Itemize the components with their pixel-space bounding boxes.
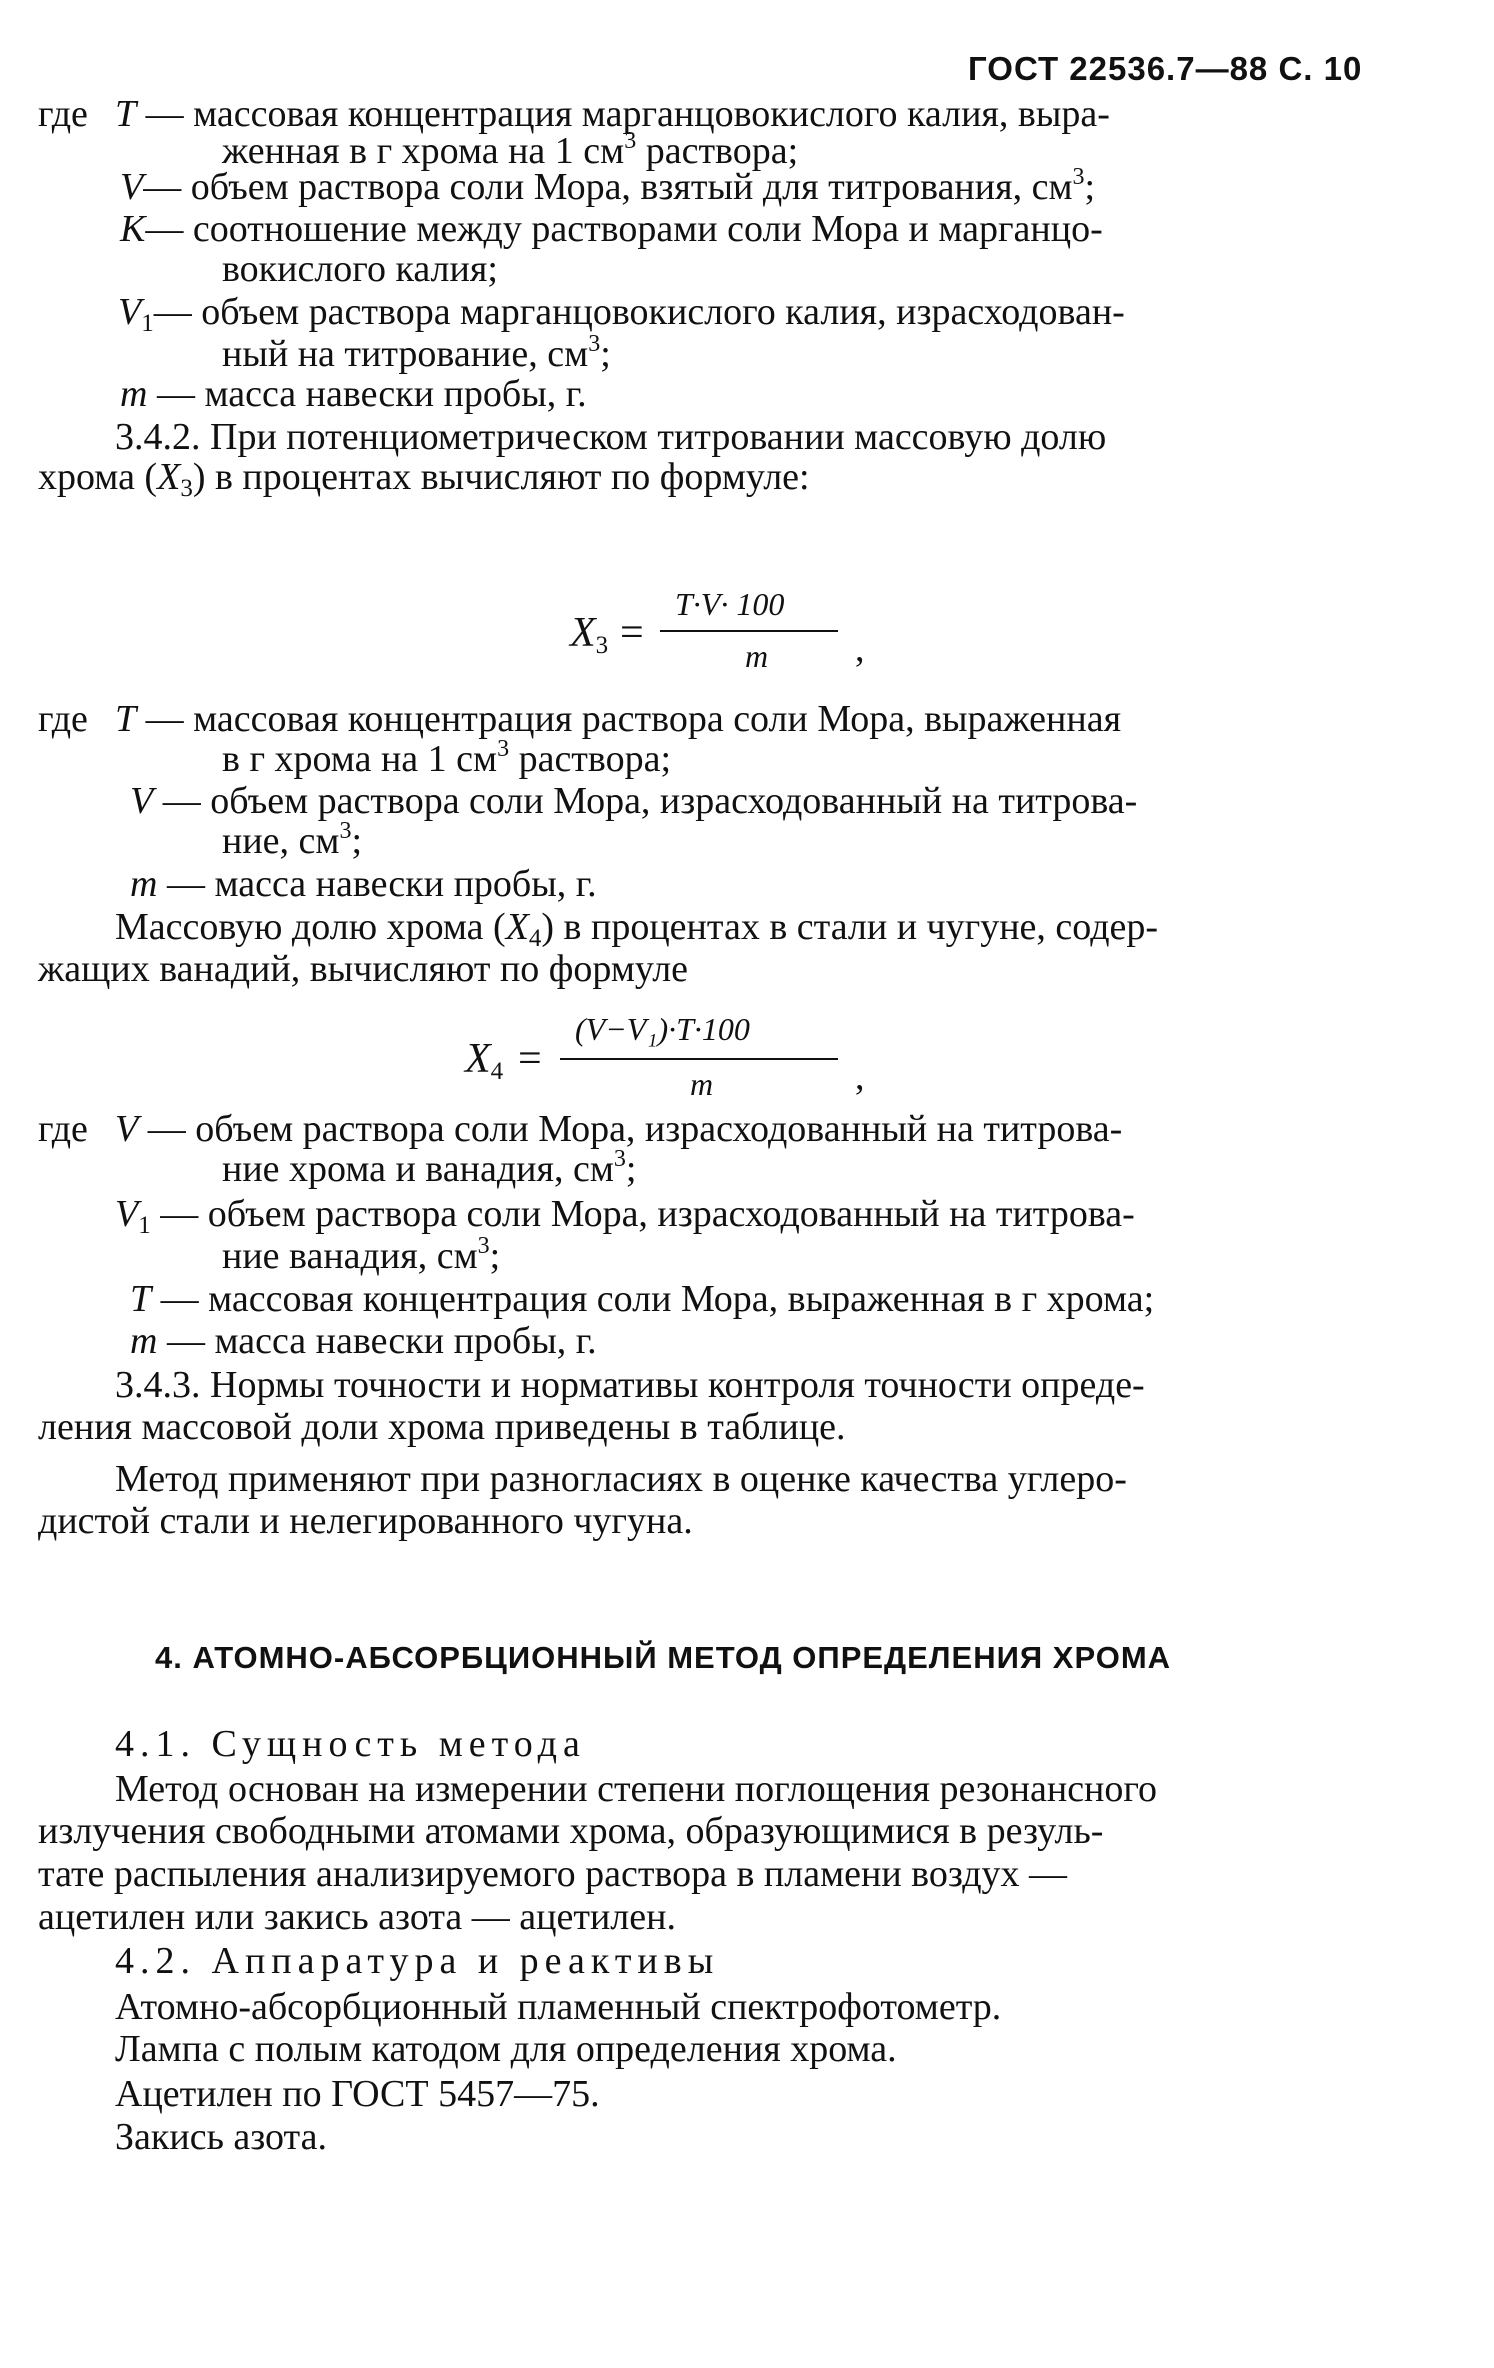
punct: ; xyxy=(625,1148,637,1190)
subsection-42-title: 4.2. Аппаратура и реактивы xyxy=(115,1940,720,1982)
subscript: 3 xyxy=(180,475,193,502)
def-V1-line2 xyxy=(222,331,611,375)
text: ) в процентах в стали и чугуне, содер- xyxy=(541,906,1159,948)
para-343-line3: Метод применяют при разногласиях в оценке качества углеро- xyxy=(115,1458,1127,1500)
def-V1-text1: — объем раствора марганцовокислого калия, израсходован- xyxy=(153,291,1125,333)
s42-line1: Атомно-абсорбционный пламенный спектрофотометр. xyxy=(115,1986,1002,2028)
def2-V-text1: — объем раствора соли Мора, израсходованный на титрова- xyxy=(162,780,1138,822)
punct: ; xyxy=(489,1235,501,1277)
symbol-m: m xyxy=(130,863,158,905)
dash: — xyxy=(145,93,184,135)
formula1-numerator: T·V· 100 xyxy=(675,586,785,622)
s41-line2: излучения свободными атомами хрома, образующимися в резуль- xyxy=(38,1810,1104,1852)
para-342-line2 xyxy=(38,458,810,501)
para-x4-line2: жащих ванадий, вычисляют по формуле xyxy=(38,948,689,990)
symbol-X: X xyxy=(505,906,529,948)
def-V xyxy=(120,164,1096,208)
formula2-eq: = xyxy=(518,1036,542,1082)
superscript: 3 xyxy=(613,1146,626,1172)
symbol-X4: X xyxy=(465,1036,491,1082)
superscript: 3 xyxy=(624,128,637,154)
para-343-line2: ления массовой доли хрома приведены в таблице. xyxy=(38,1406,846,1448)
superscript: 3 xyxy=(477,1233,490,1259)
superscript: 3 xyxy=(339,818,352,844)
def2-V-line1 xyxy=(130,782,1137,820)
text: Массовую долю хрома ( xyxy=(115,906,506,948)
def3-V-line2 xyxy=(222,1146,637,1190)
def-T-line2 xyxy=(222,128,799,172)
def3-V-line1 xyxy=(115,1110,1122,1148)
text: ) в процентах вычисляют по формуле: xyxy=(192,456,810,498)
symbol-T: T xyxy=(115,93,137,135)
def-T-line1 xyxy=(115,95,1110,133)
def3-T xyxy=(130,1280,1154,1318)
para-343-line4: дистой стали и нелегированного чугуна. xyxy=(38,1500,693,1542)
symbol-V1: V xyxy=(118,291,142,333)
def2-T-text2: в г хрома на 1 см xyxy=(222,738,498,780)
superscript: 3 xyxy=(497,736,510,762)
def3-V1-line1 xyxy=(115,1195,1135,1238)
text: хрома ( xyxy=(38,456,158,498)
def2-V-text2: ние, см xyxy=(222,820,340,862)
symbol-V: V xyxy=(115,1108,139,1150)
def2-V-line2 xyxy=(222,818,363,862)
formula2-numerator: (V−V₁)·T·100 xyxy=(575,1011,750,1047)
def2-m-text: — масса навески пробы, г. xyxy=(166,863,597,905)
para-x4-line1 xyxy=(115,908,1158,951)
symbol-X3: X xyxy=(570,610,596,656)
def2-T-line1 xyxy=(115,700,1121,738)
symbol-T: T xyxy=(130,1278,152,1320)
page-header: ГОСТ 22536.7—88 С. 10 xyxy=(968,50,1363,87)
def2-m xyxy=(130,865,597,903)
punct: ; xyxy=(351,820,363,862)
superscript: 3 xyxy=(588,331,601,357)
def3-V1-text1: — объем раствора соли Мора, израсходованный на титрова- xyxy=(160,1193,1135,1235)
def-K-line2: вокислого калия; xyxy=(222,248,498,290)
def-T-text2: женная в г хрома на 1 см xyxy=(222,130,625,172)
def2-T-tail: раствора; xyxy=(518,738,672,780)
def-V1-text2: ный на титрование, см xyxy=(222,333,589,375)
def3-V1-line2 xyxy=(222,1233,501,1277)
def2-T-text1: — массовая концентрация раствора соли Мора, выраженная xyxy=(145,698,1122,740)
where-label: где xyxy=(38,93,88,135)
formula2-comma: , xyxy=(855,1056,865,1098)
punct: ; xyxy=(600,333,611,375)
symbol-V: V xyxy=(120,166,144,208)
def2-T-line2 xyxy=(222,736,672,780)
symbol-V1: V xyxy=(115,1193,139,1235)
def3-V-text1: — объем раствора соли Мора, израсходованный на титрова- xyxy=(147,1108,1123,1150)
symbol-m: m xyxy=(130,1320,158,1362)
subscript: 1 xyxy=(141,310,154,337)
subscript: 1 xyxy=(138,1212,151,1239)
superscript: 3 xyxy=(1072,164,1085,190)
def-V-text: — объем раствора соли Мора, взятый для титрования, см xyxy=(143,166,1073,208)
def-V1-line1 xyxy=(118,293,1125,336)
subscript: 3 xyxy=(595,632,609,659)
def3-m-text: — масса навески пробы, г. xyxy=(166,1320,597,1362)
formula1-denominator: m xyxy=(745,638,769,674)
s42-line4: Закись азота. xyxy=(115,2116,327,2158)
def-m-text: — масса навески пробы, г. xyxy=(156,373,587,415)
def-T-tail: раствора; xyxy=(645,130,799,172)
formula2-denominator: m xyxy=(690,1066,714,1102)
subsection-41-title: 4.1. Сущность метода xyxy=(115,1723,586,1765)
subscript: 4 xyxy=(528,925,542,952)
para-343-line1: 3.4.3. Нормы точности и нормативы контроля точности опреде- xyxy=(115,1364,1145,1406)
symbol-K: K xyxy=(120,208,146,250)
formula1-lhs xyxy=(570,612,608,658)
def3-m xyxy=(130,1322,597,1360)
def-K-text1: — соотношение между растворами соли Мора и марганцо- xyxy=(145,208,1103,250)
formula1-fraction-bar xyxy=(660,630,838,632)
s42-line2: Лампа с полым катодом для определения хрома. xyxy=(115,2028,897,2070)
s41-line3: тате распыления анализируемого раствора в пламени воздух — xyxy=(38,1853,1068,1895)
where-label: где xyxy=(38,1108,88,1150)
s42-line3: Ацетилен по ГОСТ 5457—75. xyxy=(115,2073,600,2115)
subscript: 4 xyxy=(490,1058,504,1085)
para-342-line1: 3.4.2. При потенциометрическом титровании массовую долю xyxy=(115,416,1107,458)
where-label: где xyxy=(38,698,88,740)
def-m xyxy=(120,375,587,413)
formula1-comma: , xyxy=(855,628,865,670)
symbol-T: T xyxy=(115,698,137,740)
formula2-lhs xyxy=(465,1038,503,1084)
symbol-X: X xyxy=(157,456,181,498)
symbol-V: V xyxy=(130,780,154,822)
s41-line1: Метод основан на измерении степени поглощения резонансного xyxy=(115,1768,1158,1810)
def3-V1-text2: ние ванадия, см xyxy=(222,1235,478,1277)
section-heading: 4. АТОМНО-АБСОРБЦИОННЫЙ МЕТОД ОПРЕДЕЛЕНИЯ ХРОМА xyxy=(155,1640,1172,1675)
def-T-text1: массовая концентрация марганцовокислого калия, выра- xyxy=(193,93,1110,135)
formula2-fraction-bar xyxy=(560,1058,838,1060)
def3-V-text2: ние хрома и ванадия, см xyxy=(222,1148,614,1190)
def3-T-text: — массовая концентрация соли Мора, выраженная в г хрома; xyxy=(160,1278,1155,1320)
def-K-line1 xyxy=(120,210,1103,248)
formula1-eq: = xyxy=(620,610,644,656)
symbol-m: m xyxy=(120,373,148,415)
s41-line4: ацетилен или закись азота — ацетилен. xyxy=(38,1896,676,1938)
punct: ; xyxy=(1084,166,1096,208)
